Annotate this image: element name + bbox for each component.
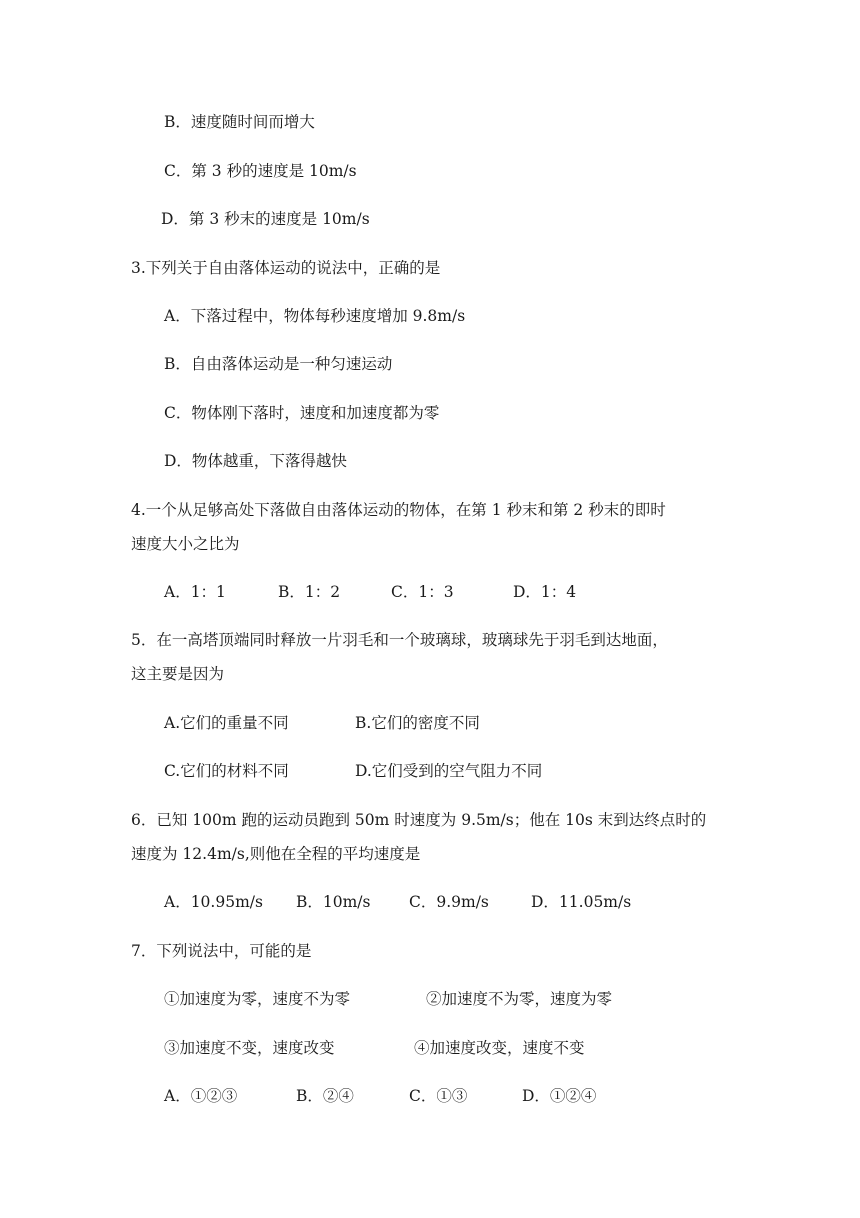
q7-option-b: B．②④ xyxy=(296,1087,354,1105)
q7-stem: 7．下列说法中，可能的是 xyxy=(131,942,312,960)
q4-option-a: A．1：1 xyxy=(164,583,226,601)
q3-option-a: A．下落过程中，物体每秒速度增加 9.8m/s xyxy=(164,307,466,325)
q4-option-c: C．1：3 xyxy=(391,583,454,601)
q4-option-d: D．1：4 xyxy=(513,583,577,601)
q6-stem-line1: 6．已知 100m 跑的运动员跑到 50m 时速度为 9.5m/s；他在 10s 末到达终点时的 xyxy=(131,811,707,829)
q5-option-b: B.它们的密度不同 xyxy=(355,714,480,732)
q3-option-d: D．物体越重，下落得越快 xyxy=(164,452,347,470)
q5-option-d: D.它们受到的空气阻力不同 xyxy=(355,762,543,780)
q7-statement-3: ③加速度不变，速度改变 xyxy=(164,1039,335,1057)
q6-option-b: B．10m/s xyxy=(296,893,371,911)
q2-option-b: B．速度随时间而增大 xyxy=(164,113,315,131)
q4-stem-line2: 速度大小之比为 xyxy=(131,535,240,553)
q5-stem-line1: 5．在一高塔顶端同时释放一片羽毛和一个玻璃球，玻璃球先于羽毛到达地面， xyxy=(131,631,668,649)
q4-option-b: B．1：2 xyxy=(278,583,341,601)
q3-option-b: B．自由落体运动是一种匀速运动 xyxy=(164,355,393,373)
q7-option-a: A．①②③ xyxy=(164,1087,238,1105)
q6-stem-line2: 速度为 12.4m/s,则他在全程的平均速度是 xyxy=(131,845,421,863)
q5-stem-line2: 这主要是因为 xyxy=(131,665,225,683)
q6-option-c: C．9.9m/s xyxy=(409,893,489,911)
q5-option-a: A.它们的重量不同 xyxy=(164,714,289,732)
q6-option-d: D．11.05m/s xyxy=(531,893,632,911)
q2-option-d: D．第 3 秒末的速度是 10m/s xyxy=(161,210,370,228)
q3-option-c: C．物体刚下落时，速度和加速度都为零 xyxy=(164,404,440,422)
q4-stem-line1: 4.一个从足够高处下落做自由落体运动的物体，在第 1 秒末和第 2 秒末的即时 xyxy=(131,501,666,519)
q7-option-d: D．①②④ xyxy=(522,1087,597,1105)
q7-statement-4: ④加速度改变，速度不变 xyxy=(414,1039,585,1057)
q5-option-c: C.它们的材料不同 xyxy=(164,762,289,780)
q3-stem: 3.下列关于自由落体运动的说法中，正确的是 xyxy=(131,259,441,277)
q7-statement-1: ①加速度为零，速度不为零 xyxy=(164,990,351,1008)
q6-option-a: A．10.95m/s xyxy=(164,893,263,911)
q2-option-c: C．第 3 秒的速度是 10m/s xyxy=(164,162,357,180)
q7-option-c: C．①③ xyxy=(409,1087,468,1105)
q7-statement-2: ②加速度不为零，速度为零 xyxy=(426,990,613,1008)
